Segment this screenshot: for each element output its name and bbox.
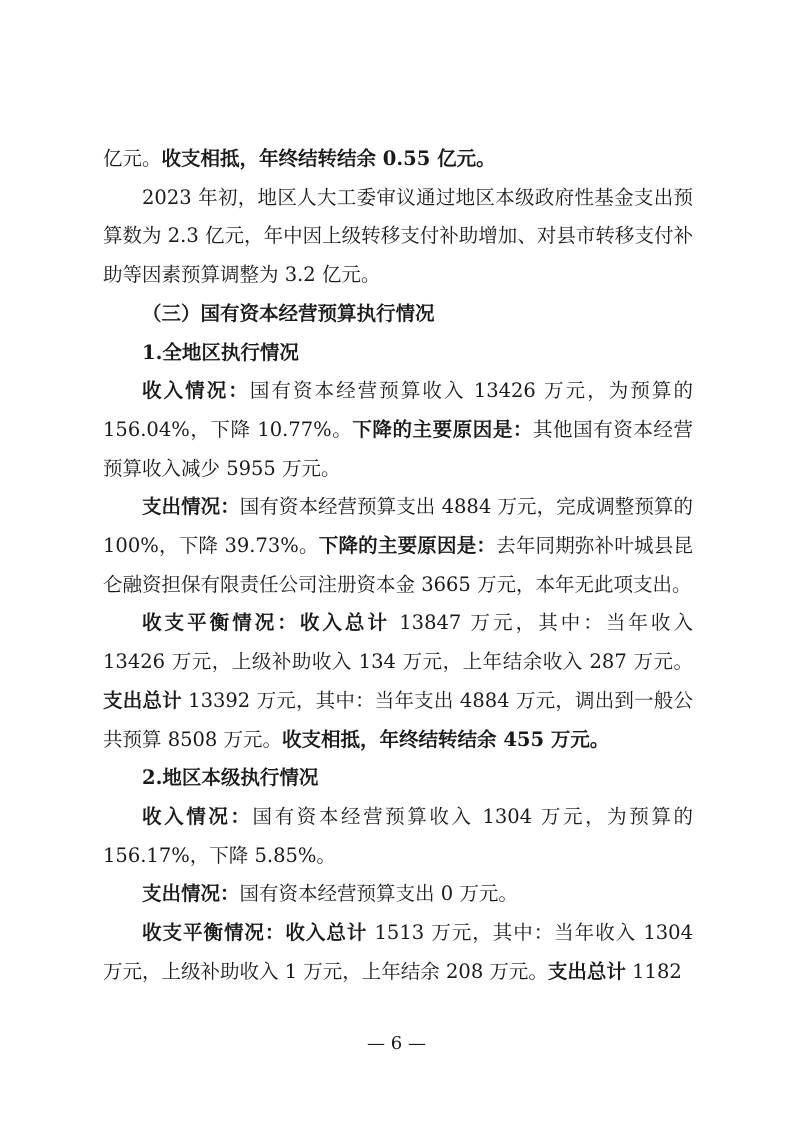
paragraph-carryover (103, 140, 693, 179)
paragraph-income (103, 372, 693, 488)
paragraph-income-local (103, 798, 693, 875)
paragraph-text: 国有资本经营预算收入 13426 万元，为预算的 156.04%，下降 10.77%。 (103, 379, 693, 441)
document-body (103, 140, 693, 991)
paragraph-gov-fund-budget (103, 179, 693, 295)
paragraph-text: 13847 万元，其中：当年收入 13426 万元，上级补助收入 134 万元，上年结余收入 287 万元。 (103, 611, 693, 674)
paragraph-text: 13392 万元，其中：当年支出 4884 万元，调出到一般公共预算 8508 万元。 (103, 688, 693, 751)
paragraph-text: 国有资本经营预算支出 4884 万元，完成调整预算的 100%，下降 39.73%。 (103, 495, 693, 558)
label-bold: 下降的主要原因是： (318, 534, 497, 558)
paragraph-text: 国有资本经营预算收入 1304 万元，为预算的 156.17%，下降 5.85%。 (103, 804, 693, 867)
page-number: — 6 — (367, 1033, 426, 1054)
label-bold: 支出情况： (142, 882, 240, 906)
paragraph-text: 去年同期弥补叶城县昆仑融资担保有限责任公司注册资本金 3665 万元，本年无此项支出。 (103, 534, 693, 596)
paragraph-text: 1182 (625, 959, 682, 983)
paragraph-balance (103, 604, 693, 759)
paragraph-expenditure (103, 488, 693, 604)
label-bold: 收支相抵，年终结转结余 455 万元。 (282, 727, 610, 751)
subsection-heading-1: 1.全地区执行情况 (142, 340, 299, 364)
paragraph-text: 其他国有资本经营预算收入减少 5955 万元。 (103, 417, 693, 480)
label-bold: 下降的主要原因是： (352, 417, 533, 441)
paragraph-text: 国有资本经营预算支出 0 万元。 (239, 882, 518, 906)
paragraph-text: 2023 年初，地区人大工委审议通过地区本级政府性基金支出预算数为 2.3 亿元，年中因上级转移支付补助增加、对县市转移支付补助等因素预算调整为 3.2 亿元。 (103, 185, 693, 287)
paragraph-balance-local (103, 914, 693, 991)
paragraph-expenditure-local (103, 875, 693, 914)
paragraph-text: 亿元。 (103, 147, 162, 170)
section-heading-3: （三）国有资本经营预算执行情况 (142, 301, 435, 325)
label-bold: 支出情况： (142, 495, 240, 519)
label-bold: 支出总计 (103, 688, 182, 712)
paragraph-bold-text: 收支相抵，年终结转结余 0.55 亿元。 (161, 147, 496, 170)
label-bold: 收支平衡情况：收入总计 (142, 611, 391, 635)
label-bold: 收支平衡情况：收入总计 (142, 921, 368, 945)
label-bold: 收入情况： (142, 379, 250, 403)
subsection-heading-2: 2.地区本级执行情况 (142, 766, 319, 790)
label-bold: 支出总计 (547, 959, 626, 983)
paragraph-text: 1513 万元，其中：当年收入 1304 万元，上级补助收入 1 万元，上年结余 208 万元。 (103, 921, 693, 983)
label-bold: 收入情况： (142, 804, 253, 828)
